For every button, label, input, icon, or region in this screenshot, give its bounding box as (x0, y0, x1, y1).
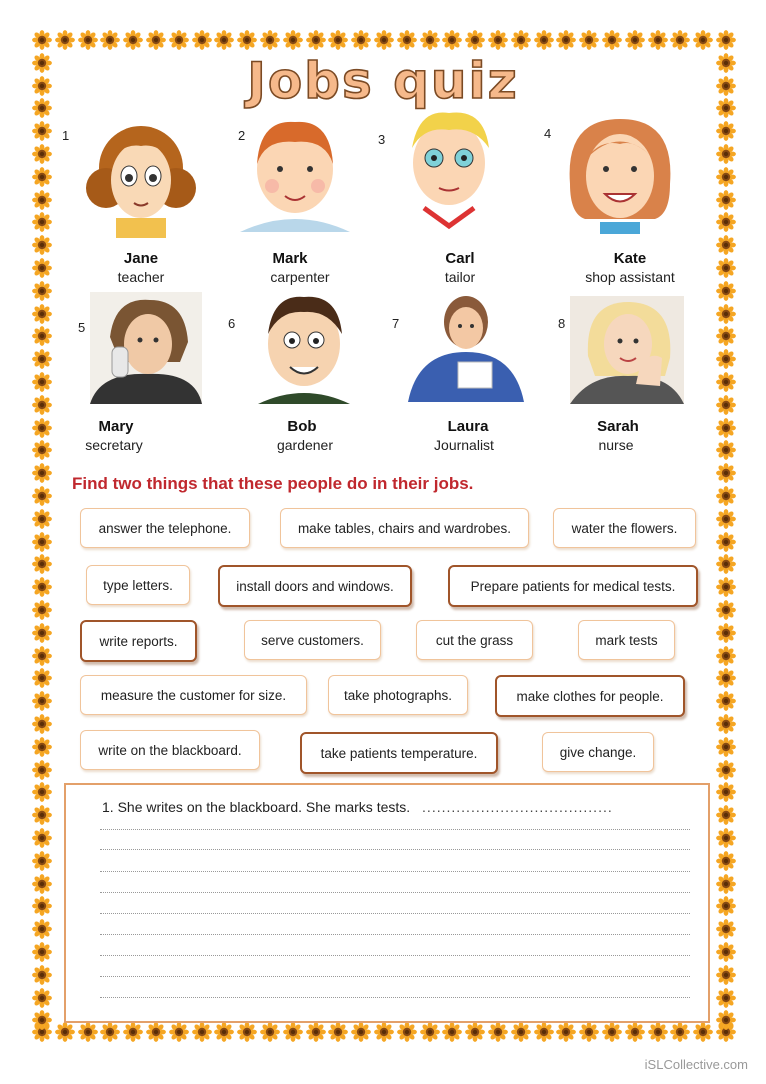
sunflower-icon (55, 1022, 75, 1042)
phrase-box: write on the blackboard. (80, 730, 260, 770)
sunflower-icon (32, 919, 52, 939)
sunflower-icon (488, 1022, 508, 1042)
person-name: Laura (447, 418, 489, 435)
sunflower-icon (648, 1022, 668, 1042)
phrase-box: write reports. (80, 620, 197, 662)
sunflower-icon (32, 965, 52, 985)
portrait-jane (86, 118, 196, 238)
sunflower-icon (716, 760, 736, 780)
sunflower-icon (716, 805, 736, 825)
sunflower-icon (260, 1022, 280, 1042)
sunflower-icon (693, 1022, 713, 1042)
sunflower-icon (716, 577, 736, 597)
sunflower-icon (32, 851, 52, 871)
sunflower-icon (32, 760, 52, 780)
person-name: Mary (98, 418, 134, 435)
sunflower-icon (511, 1022, 531, 1042)
sunflower-icon (32, 326, 52, 346)
person-card-6 (222, 292, 382, 462)
sunflower-icon (693, 30, 713, 50)
sunflower-icon (32, 896, 52, 916)
portrait-mary (90, 292, 202, 404)
sunflower-icon (32, 463, 52, 483)
sunflower-icon (716, 691, 736, 711)
sunflower-icon (716, 235, 736, 255)
person-number: 1 (62, 128, 70, 143)
sunflower-icon (716, 418, 736, 438)
sunflower-icon (32, 668, 52, 688)
sunflower-icon (306, 30, 326, 50)
sunflower-icon (716, 212, 736, 232)
sunflower-icon (123, 30, 143, 50)
phrase-box: make tables, chairs and wardrobes. (280, 508, 529, 548)
sunflower-icon (32, 235, 52, 255)
person-card-2 (210, 118, 370, 288)
sunflower-icon (260, 30, 280, 50)
sunflower-icon (716, 942, 736, 962)
phrase-box: cut the grass (416, 620, 533, 660)
sunflower-icon (511, 30, 531, 50)
person-number: 6 (228, 316, 236, 331)
sunflower-icon (716, 919, 736, 939)
writing-line[interactable] (100, 913, 690, 914)
person-job: secretary (85, 437, 143, 453)
person-job: tailor (444, 269, 476, 285)
sunflower-icon (602, 30, 622, 50)
writing-line[interactable] (100, 997, 690, 998)
footer-watermark: iSLCollective.com (644, 1057, 748, 1072)
sunflower-icon (32, 281, 52, 301)
person-name: Sarah (597, 418, 639, 435)
sunflower-icon (716, 554, 736, 574)
writing-line[interactable] (100, 829, 690, 830)
person-number: 5 (78, 320, 86, 335)
sunflower-icon (32, 942, 52, 962)
sunflower-icon (32, 737, 52, 757)
sunflower-icon (716, 349, 736, 369)
phrase-box: give change. (542, 732, 654, 772)
writing-line[interactable] (100, 976, 690, 977)
sunflower-icon (716, 874, 736, 894)
person-card-4 (540, 114, 700, 284)
person-number: 4 (544, 126, 552, 141)
sunflower-icon (579, 30, 599, 50)
sunflower-icon (32, 691, 52, 711)
sunflower-icon (716, 440, 736, 460)
sunflower-icon (716, 782, 736, 802)
phrase-box: install doors and windows. (218, 565, 412, 607)
sunflower-icon (716, 258, 736, 278)
person-number: 7 (392, 316, 400, 331)
sunflower-icon (32, 167, 52, 187)
sunflower-icon (397, 30, 417, 50)
sunflower-icon (716, 965, 736, 985)
sunflower-icon (32, 646, 52, 666)
sunflower-icon (214, 30, 234, 50)
sunflower-icon (32, 828, 52, 848)
person-job: Journalist (434, 437, 494, 453)
sunflower-icon (716, 623, 736, 643)
person-job: teacher (117, 269, 165, 285)
writing-line[interactable] (100, 871, 690, 872)
portrait-laura (408, 292, 524, 402)
person-name: Carl (445, 250, 475, 267)
phrase-box: make clothes for people. (495, 675, 685, 717)
sunflower-icon (32, 304, 52, 324)
sunflower-icon (351, 1022, 371, 1042)
sunflower-icon (716, 395, 736, 415)
sunflower-icon (32, 30, 52, 50)
person-job: carpenter (270, 269, 330, 285)
sunflower-icon (716, 737, 736, 757)
answer-area (64, 783, 710, 1023)
sunflower-icon (534, 1022, 554, 1042)
sunflower-icon (602, 1022, 622, 1042)
portrait-bob (248, 292, 360, 404)
sunflower-icon (648, 30, 668, 50)
sunflower-icon (169, 1022, 189, 1042)
sunflower-icon (192, 30, 212, 50)
sunflower-icon (420, 1022, 440, 1042)
sunflower-icon (32, 988, 52, 1008)
sunflower-icon (716, 896, 736, 916)
writing-line[interactable] (100, 934, 690, 935)
sunflower-icon (32, 486, 52, 506)
sunflower-icon (374, 1022, 394, 1042)
sunflower-icon (237, 30, 257, 50)
phrase-box: take photographs. (328, 675, 468, 715)
phrase-box: mark tests (578, 620, 675, 660)
person-name: Jane (123, 250, 159, 267)
sunflower-icon (716, 828, 736, 848)
sunflower-icon (32, 509, 52, 529)
sunflower-icon (534, 30, 554, 50)
sunflower-icon (32, 600, 52, 620)
sunflower-icon (32, 395, 52, 415)
sunflower-icon (397, 1022, 417, 1042)
phrase-box: measure the customer for size. (80, 675, 307, 715)
sunflower-icon (237, 1022, 257, 1042)
sunflower-icon (716, 1010, 736, 1030)
sunflower-icon (283, 30, 303, 50)
sunflower-icon (716, 851, 736, 871)
sunflower-icon (328, 30, 348, 50)
sunflower-icon (32, 577, 52, 597)
person-name: Kate (613, 250, 647, 267)
sunflower-icon (670, 1022, 690, 1042)
sunflower-icon (716, 532, 736, 552)
sunflower-icon (32, 623, 52, 643)
sunflower-icon (283, 1022, 303, 1042)
sunflower-icon (32, 190, 52, 210)
sunflower-icon (351, 30, 371, 50)
phrase-box: serve customers. (244, 620, 381, 660)
sunflower-icon (670, 30, 690, 50)
person-card-1 (58, 118, 218, 288)
sunflower-icon (716, 463, 736, 483)
sunflower-icon (465, 30, 485, 50)
person-card-7 (384, 292, 544, 462)
writing-line[interactable] (100, 955, 690, 956)
sunflower-icon (32, 1010, 52, 1030)
answer-example-line (102, 799, 613, 815)
person-job: gardener (276, 437, 334, 453)
sunflower-icon (146, 30, 166, 50)
person-name: Mark (272, 250, 308, 267)
sunflower-icon (32, 874, 52, 894)
person-number: 3 (378, 132, 386, 147)
sunflower-icon (716, 509, 736, 529)
person-job: nurse (598, 437, 634, 453)
sunflower-icon (556, 30, 576, 50)
page-title: Jobs quiz (247, 52, 519, 110)
sunflower-icon (78, 30, 98, 50)
phrase-box: take patients temperature. (300, 732, 498, 774)
sunflower-icon (465, 1022, 485, 1042)
sunflower-icon (716, 988, 736, 1008)
sunflower-icon (716, 646, 736, 666)
sunflower-icon (32, 258, 52, 278)
sunflower-icon (556, 1022, 576, 1042)
sunflower-icon (214, 1022, 234, 1042)
sunflower-icon (32, 144, 52, 164)
sunflower-icon (716, 281, 736, 301)
sunflower-icon (625, 1022, 645, 1042)
sunflower-icon (32, 349, 52, 369)
sunflower-icon (716, 600, 736, 620)
sunflower-icon (716, 486, 736, 506)
person-card-8 (548, 292, 708, 462)
sunflower-icon (55, 30, 75, 50)
sunflower-icon (442, 1022, 462, 1042)
writing-line[interactable] (100, 849, 690, 850)
sunflower-icon (716, 190, 736, 210)
sunflower-icon (32, 532, 52, 552)
sunflower-icon (123, 1022, 143, 1042)
sunflower-icon (78, 1022, 98, 1042)
instruction-heading: Find two things that these people do in their jobs. (72, 474, 474, 493)
sunflower-icon (32, 121, 52, 141)
person-card-5 (56, 292, 216, 462)
person-number: 2 (238, 128, 246, 143)
answer-example-text: 1. She writes on the blackboard. She marks tests. (102, 799, 411, 815)
phrase-box: type letters. (86, 565, 190, 605)
sunflower-icon (32, 554, 52, 574)
sunflower-icon (32, 372, 52, 392)
sunflower-icon (488, 30, 508, 50)
sunflower-icon (716, 668, 736, 688)
sunflower-icon (625, 30, 645, 50)
sunflower-icon (192, 1022, 212, 1042)
sunflower-icon (716, 30, 736, 50)
sunflower-icon (306, 1022, 326, 1042)
sunflower-icon (32, 714, 52, 734)
portrait-sarah (570, 296, 684, 404)
sunflower-icon (32, 212, 52, 232)
phrase-box: Prepare patients for medical tests. (448, 565, 698, 607)
sunflower-icon (328, 1022, 348, 1042)
sunflower-icon (716, 372, 736, 392)
person-card-3 (372, 108, 532, 285)
portrait-kate (560, 114, 680, 234)
sunflower-icon (716, 714, 736, 734)
phrase-box: water the flowers. (553, 508, 696, 548)
sunflower-icon (32, 805, 52, 825)
sunflower-icon (716, 121, 736, 141)
sunflower-icon (579, 1022, 599, 1042)
sunflower-icon (146, 1022, 166, 1042)
sunflower-icon (32, 782, 52, 802)
sunflower-icon (716, 167, 736, 187)
writing-line[interactable] (100, 892, 690, 893)
sunflower-icon (100, 30, 120, 50)
sunflower-icon (716, 326, 736, 346)
answer-example-dots: ....................................... (422, 799, 613, 815)
person-job: shop assistant (585, 269, 675, 285)
person-number: 8 (558, 316, 566, 331)
sunflower-icon (716, 144, 736, 164)
sunflower-icon (169, 30, 189, 50)
portrait-carl (394, 108, 504, 232)
sunflower-icon (716, 304, 736, 324)
sunflower-icon (374, 30, 394, 50)
sunflower-icon (442, 30, 462, 50)
phrase-box: answer the telephone. (80, 508, 250, 548)
sunflower-icon (420, 30, 440, 50)
sunflower-icon (100, 1022, 120, 1042)
portrait-mark (230, 114, 360, 232)
person-name: Bob (287, 418, 317, 435)
